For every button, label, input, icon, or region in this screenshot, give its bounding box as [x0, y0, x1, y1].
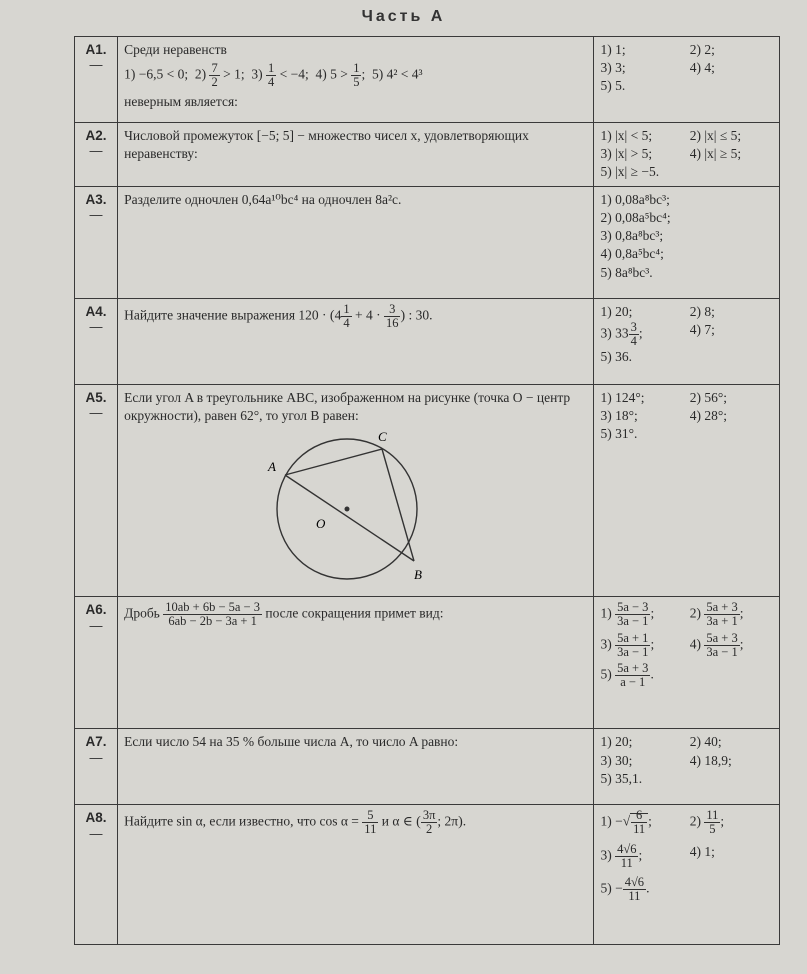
- task-number: A8. —: [75, 805, 118, 945]
- answer-options: 1) $\frac{5a - 3}{3a - 1}$ ; 2) $\frac{5a + 3}{3a + 1}$ ; 3) $\frac{5a + 1}{3a - 1}$ ; 4) $\frac{5a + 3}{3a - 1}$ ; 5) $\frac{5a + 3}{a - 1}$ .: [594, 597, 780, 729]
- task-question: Разделите одночлен 0,64a¹⁰bc⁴ на одночлен 8a²c.: [118, 186, 594, 298]
- task-number: A1. —: [75, 37, 118, 123]
- task-question: Среди неравенств 1) −6,5 < 0; 2) $\frac{7}{2}$ > 1; 3) $\frac{1}{4}$ < −4; 4) 5 > $\frac{1}{5}$ ; 5) 4² < 4³ неверным является:: [118, 37, 594, 123]
- task-row: [75, 186, 780, 298]
- circle-figure: [244, 429, 587, 592]
- task-question: Найдите sin α, если известно, что cos α = $\frac{5}{11}$ и α ∈ ( $\frac{3\pi}{2}$ ; 2π).: [118, 805, 594, 945]
- answer-options: 1) |x| < 5; 2) |x| ≤ 5; 3) |x| > 5; 4) |x| ≥ 5; 5) |x| ≥ −5.: [594, 123, 780, 187]
- task-question: Числовой промежуток [−5; 5] − множество чисел x, удовлетворяющих неравенству:: [118, 123, 594, 187]
- answer-options: 1) −√ $\frac{6}{11}$ ; 2) $\frac{11}{5}$ ; 3) $\frac{4√6}{11}$ ; 4) 1; 5) − $\frac{4√6}{11}$ .: [594, 805, 780, 945]
- task-number: A4. —: [75, 298, 118, 384]
- task-number: A6. —: [75, 597, 118, 729]
- task-question: Найдите значение выражения 120 · (4 $\frac{1}{4}$ + 4 · $\frac{3}{16}$ ) : 30.: [118, 298, 594, 384]
- task-row: [75, 805, 780, 945]
- point-C-label: C: [378, 429, 387, 445]
- task-question: Если число 54 на 35 % больше числа A, то число A равно:: [118, 729, 594, 805]
- point-B-label: B: [414, 567, 423, 583]
- task-number: A5. —: [75, 384, 118, 597]
- task-row: [75, 37, 780, 123]
- tasks-table: [74, 36, 780, 945]
- point-O-label: O: [316, 516, 326, 532]
- task-question: Если угол A в треугольнике ABC, изображенном на рисунке (точка O − центр окружности), равен 62°, то угол B равен: A C B O: [118, 384, 594, 597]
- answer-options: 1) 124°; 2) 56°; 3) 18°; 4) 28°; 5) 31°.: [594, 384, 780, 597]
- task-number: A7. —: [75, 729, 118, 805]
- task-row: [75, 384, 780, 597]
- task-number: A2. —: [75, 123, 118, 187]
- answer-options: 1) 0,08a⁸bc³; 2) 0,08a⁵bc⁴; 3) 0,8a⁸bc³; 4) 0,8a⁵bc⁴; 5) 8a⁸bc³.: [594, 186, 780, 298]
- answer-options: 1) 20; 2) 40; 3) 30; 4) 18,9; 5) 35,1.: [594, 729, 780, 805]
- point-A-label: A: [268, 459, 277, 475]
- task-number: A3. —: [75, 186, 118, 298]
- task-row: [75, 597, 780, 729]
- answer-options: 1) 1; 2) 2; 3) 3; 4) 4; 5) 5.: [594, 37, 780, 123]
- task-question: Дробь $\frac{10ab + 6b - 5a - 3}{6ab - 2b - 3a + 1}$ после сокращения примет вид:: [118, 597, 594, 729]
- task-row: [75, 123, 780, 187]
- task-row: [75, 729, 780, 805]
- task-row: [75, 298, 780, 384]
- answer-options: 1) 20; 2) 8; 3) 33 $\frac{3}{4}$ ; 4) 7; 5) 36.: [594, 298, 780, 384]
- page-title: Часть А: [361, 8, 446, 25]
